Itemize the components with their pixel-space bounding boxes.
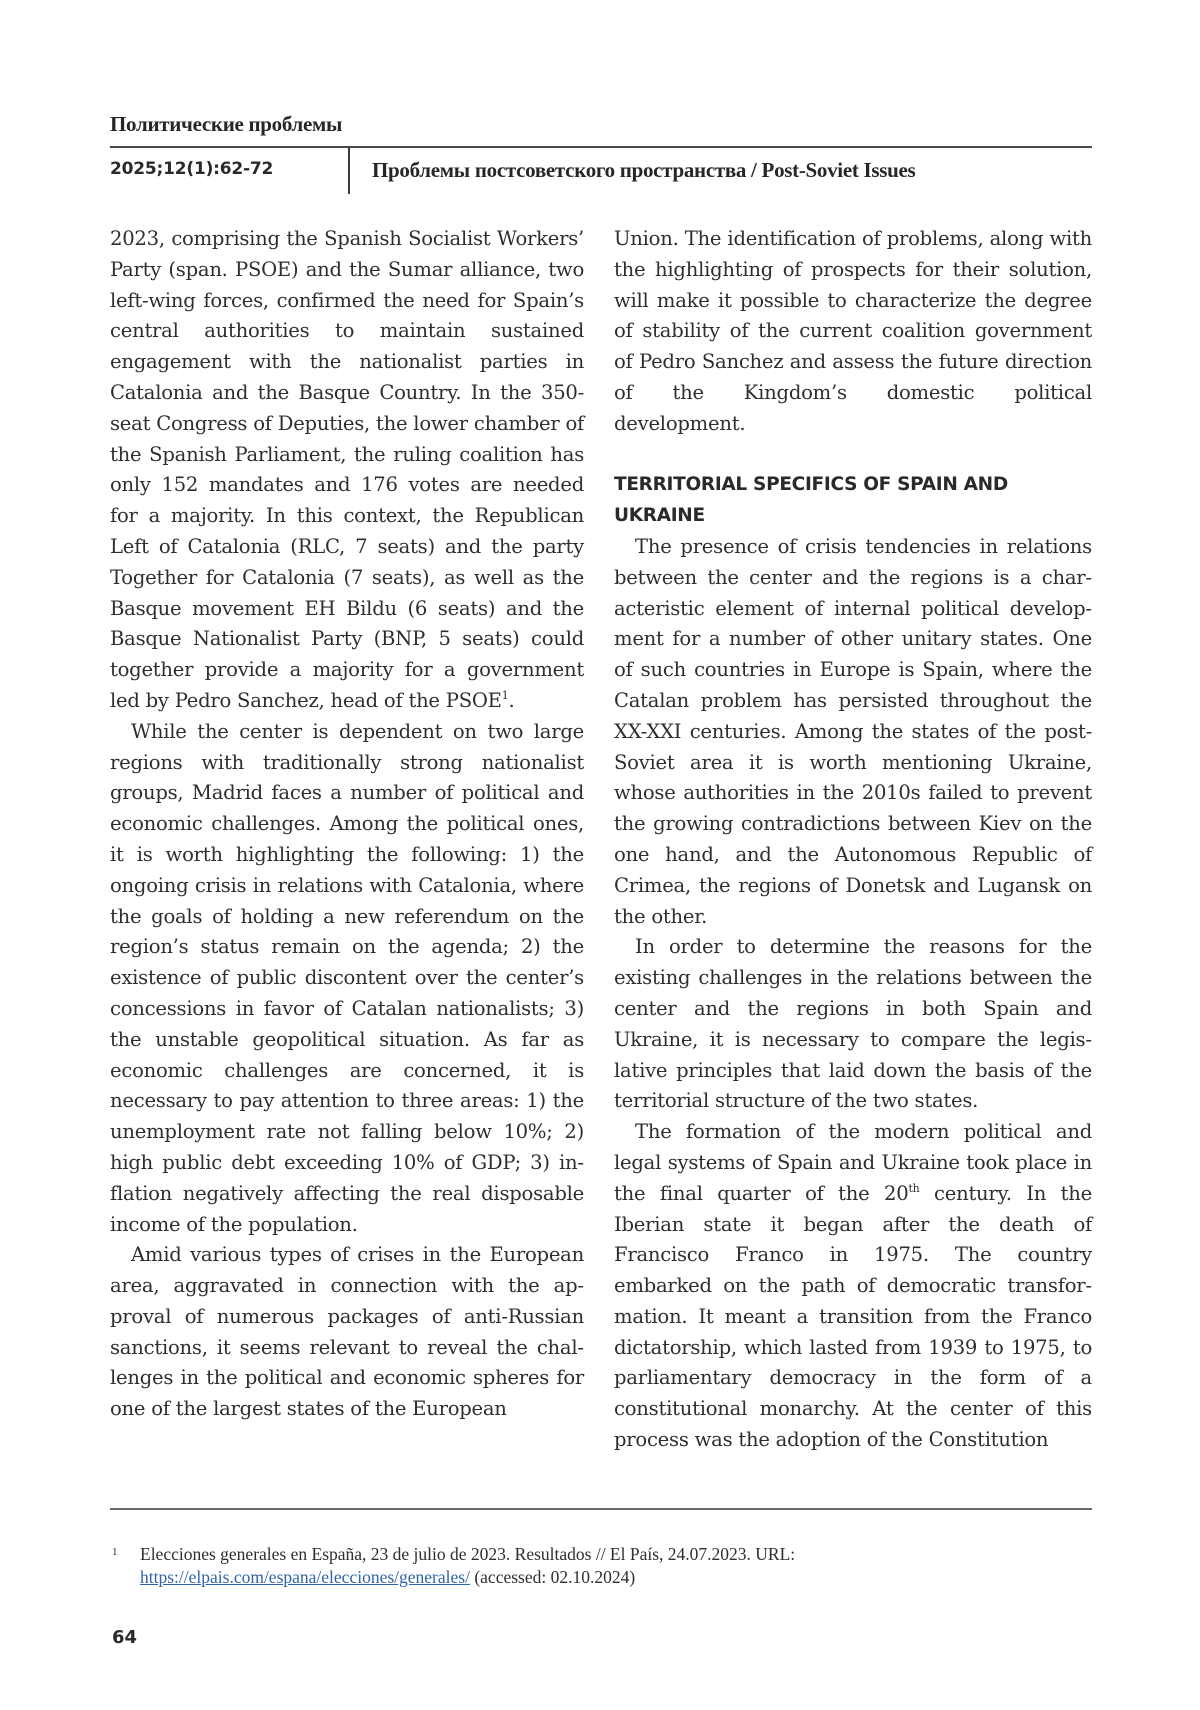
footnote-url-link[interactable]: https://elpais.com/espana/elecciones/generales/ xyxy=(140,1567,470,1587)
paragraph xyxy=(614,1117,1092,1456)
section-heading: TERRITORIAL SPECIFICS OF SPAIN AND UKRAINE xyxy=(614,474,1008,527)
paragraph-text: The formation of the modern political and legal systems of Spain and Ukraine took place in the final quarter of the 20 xyxy=(614,1120,1092,1205)
footnote xyxy=(110,1543,1092,1589)
paragraph: Union. The identification of problems, along with the highlighting of prospects for their solution, will make it possible to characterize the degree of stability of the current coalition government of Pedro Sanchez and assess the future direction of the Kingdom’s domestic political development. xyxy=(614,227,1092,435)
footnote-reference[interactable]: 1 xyxy=(501,688,509,702)
paragraph: The presence of crisis tendencies in relations between the center and the regions is a characteristic element of internal political development for a number of other unitary states. One of such countries in Europe is Spain, where the Catalan problem has persisted throughout the XX-XXI centuries. Among the states of the post-Soviet area it is worth mentioning Ukraine, whose authorities in the 2010s failed to prevent the growing contradictions between Kiev on the one hand, and the Autonomous Republic of Crimea, the regions of Donetsk and Lugansk on the other. xyxy=(614,534,1092,928)
page-number: 64 xyxy=(112,1627,138,1648)
footnote-rule xyxy=(110,1508,1092,1510)
paragraph xyxy=(110,224,584,717)
paragraph-text: 2023, comprising the Spanish Socialist Workers’ Party (span. PSOE) and the Sumar alliance, two left-wing forces, confirmed the need for Spain’s central authorities to maintain sustained engagement with the nationalist parties in Catalonia and the Basque Country. In the 350-seat Congress of Deputies, the lower chamber of the Spanish Parliament, the ruling coalition has only 152 mandates and 176 votes are needed for a majority. In this context, the Republican Left of Catalonia (RLC, 7 seats) and the party Together for Catalonia (7 seats), as well as the Basque movement EH Bildu (6 seats) and the Basque Nationalist Party (BNP, 5 seats) could together provide a majority for a government led by Pedro Sanchez, head of the PSOE xyxy=(110,227,584,712)
running-section-title: Политические проблемы xyxy=(110,112,343,136)
header-divider xyxy=(348,147,350,194)
paragraph-text: century. In the Iberian state it began after the death of Francisco Franco in 1975. The country embarked on the path of democratic transformation. It meant a transition from the Franco dictatorship, which lasted from 1939 to 1975, to parliamentary democracy in the form of a constitutional monarchy. At the center of this process was the adoption of the Constitution xyxy=(614,1181,1093,1452)
footnote-accessed-date: (accessed: 02.10.2024) xyxy=(469,1567,636,1587)
footnote-mark: 1 xyxy=(112,1546,118,1558)
journal-title: Проблемы постсоветского пространства / Post-Soviet Issues xyxy=(372,158,916,182)
paragraph: In order to determine the reasons for the existing challenges in the relations between the center and the regions in both Spain and Ukraine, it is necessary to compare the legislative principles that laid down the basis of the territorial structure of the two states. xyxy=(614,935,1092,1113)
footnote-citation: Elecciones generales en España, 23 de julio de 2023. Resultados // El País, 24.07.2023. URL: xyxy=(140,1544,796,1564)
paragraph: Amid various types of crises in the European area, aggravated in connection with the approval of numerous packages of anti-Russian sanctions, it seems relevant to reveal the challenges in the political and economic spheres for one of the largest states of the European xyxy=(110,1243,584,1421)
paragraph: While the center is dependent on two large regions with traditionally strong nationalist groups, Madrid faces a number of political and economic challenges. Among the political ones, it is worth highlighting the following: 1) the ongoing crisis in relations with Catalonia, where the goals of holding a new referendum on the region’s status remain on the agenda; 2) the existence of public discontent over the center’s concessions in favor of Catalan nationalists; 3) the unstable geopolitical situation. As far as economic challenges are concerned, it is necessary to pay attention to three areas: 1) the unemployment rate not falling below 10%; 2) high public debt exceeding 10% of GDP; 3) inflation negatively affecting the real disposable income of the population. xyxy=(110,719,584,1236)
left-column xyxy=(110,224,584,1425)
header-rule xyxy=(110,146,1092,148)
right-column xyxy=(614,224,1092,1456)
ordinal-superscript: th xyxy=(908,1181,920,1195)
footnote-text xyxy=(140,1543,1092,1589)
paragraph-tail: . xyxy=(508,688,515,712)
issue-reference: 2025;12(1):62-72 xyxy=(110,159,274,179)
